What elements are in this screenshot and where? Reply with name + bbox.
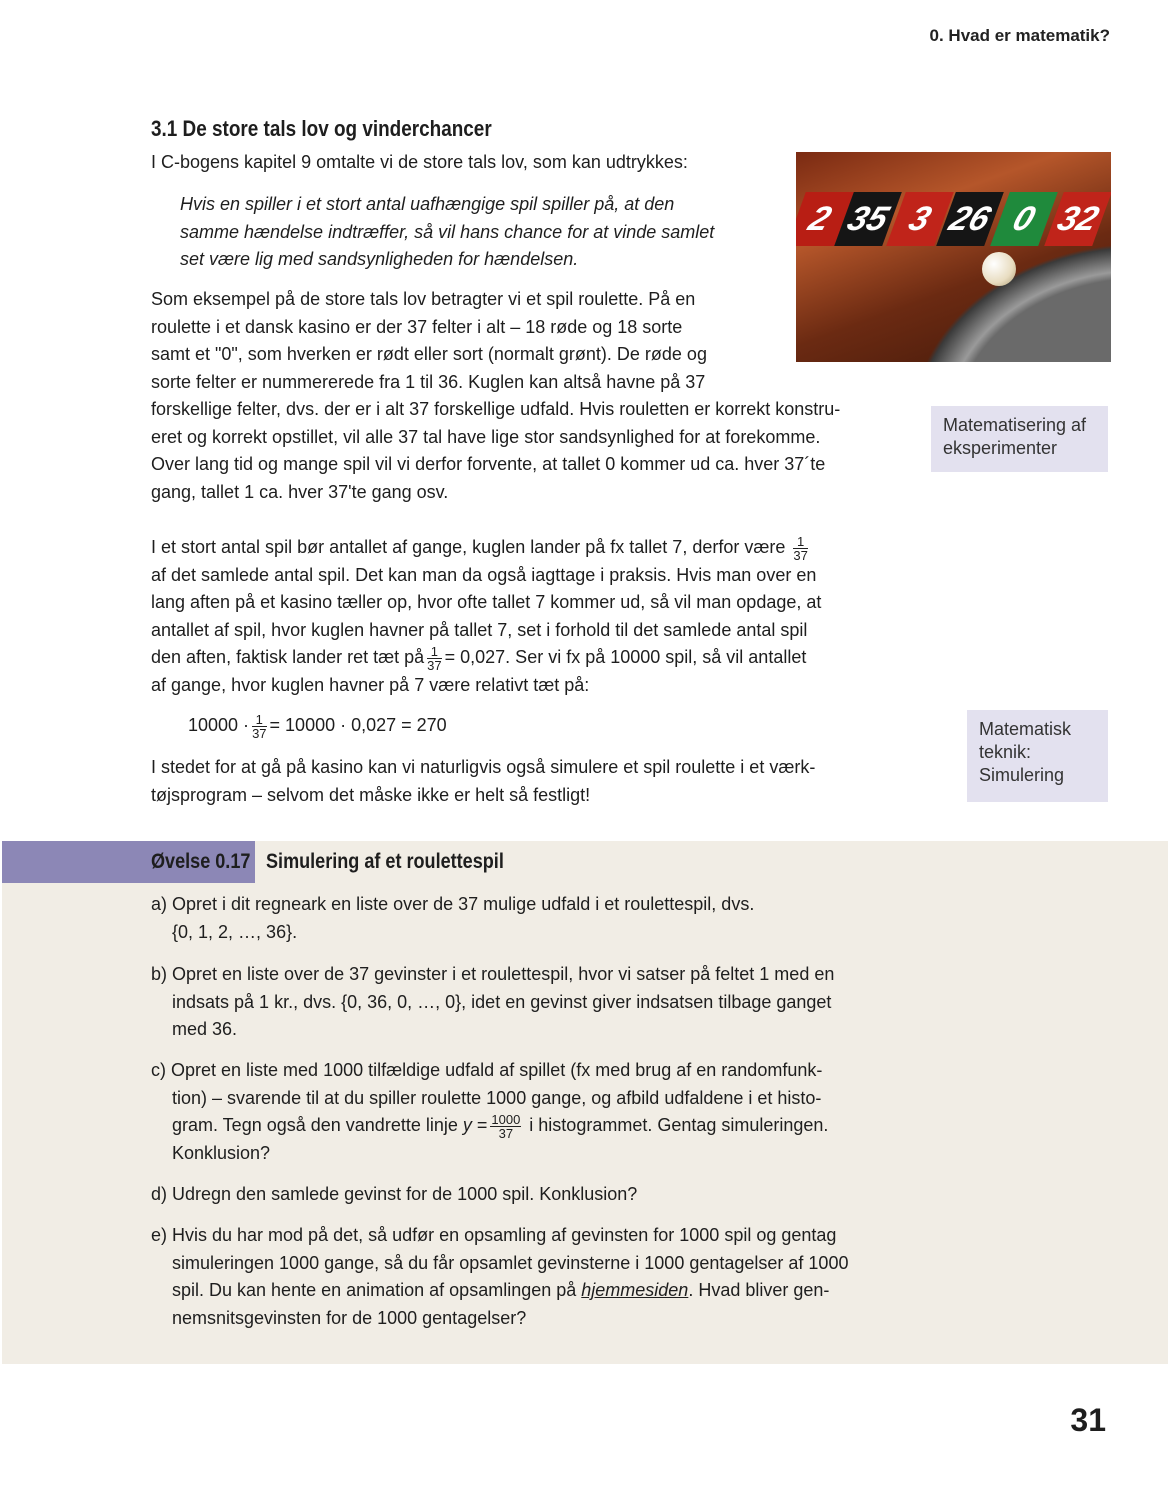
text-line: Over lang tid og mange spil vil vi derfor forvente, at tallet 0 kommer ud ca. hver 37´te (151, 454, 826, 474)
text-line: samt et "0", som hverken er rødt eller sort (normalt grønt). De røde og (151, 344, 707, 364)
text-line: af det samlede antal spil. Det kan man da også iagttage i praksis. Hvis man over en (151, 564, 817, 585)
fraction-denominator: 37 (427, 657, 442, 673)
exercise-item-e (151, 1222, 848, 1332)
fraction (490, 1113, 521, 1140)
margin-note-mathematization: Matematisering af eksperimenter (931, 406, 1108, 472)
exercise-item-b (151, 961, 834, 1044)
text-line (151, 1277, 848, 1305)
text-line: antallet af spil, hvor kuglen havner på tallet 7, set i forhold til det samlede antal spil (151, 619, 808, 640)
text-line: b) Opret en liste over de 37 gevinster i et roulettespil, hvor vi satser på feltet 1 med en (151, 964, 835, 984)
text-line: gang, tallet 1 ca. hver 37'te gang osv. (151, 481, 449, 502)
text-segment: i histogrammet. Gentag simuleringen. (524, 1115, 829, 1135)
text-line: a) Opret i dit regneark en liste over de 37 mulige udfald i et roulettespil, dvs. (151, 894, 755, 914)
text-line: eret og korrekt opstillet, vil alle 37 tal have lige stor sandsynlighed for at forekomme. (151, 426, 821, 447)
text-line: d) Udregn den samlede gevinst for de 1000 spil. Konklusion? (151, 1184, 638, 1204)
fraction-numerator: 1000 (491, 1111, 521, 1127)
exercise-title: Simulering af et roulettespil (266, 850, 504, 873)
text-line: forskellige felter, dvs. der er i alt 37 forskellige udfald. Hvis rouletten er korrekt konstru- (151, 399, 841, 419)
text-segment: I et stort antal spil bør antallet af gange, kuglen lander på fx tallet 7, derfor være (151, 537, 791, 557)
text-line: simuleringen 1000 gange, så du får opsamlet gevinsterne i 1000 gentagelser af 1000 (172, 1252, 849, 1273)
text-line: I stedet for at gå på kasino kan vi naturligvis også simulere et spil roulette i et værk- (151, 757, 816, 777)
text-line (151, 644, 821, 672)
text-segment: . Hvad bliver gen- (688, 1280, 830, 1300)
text-line: c) Opret en liste med 1000 tilfældige udfald af spillet (fx med brug af en randomfunk- (151, 1060, 823, 1080)
fraction-denominator: 37 (252, 725, 267, 741)
text-line: set være lig med sandsynligheden for hændelsen. (180, 249, 579, 269)
fraction (793, 535, 807, 562)
intro-paragraph (151, 149, 688, 177)
text-segment: = (471, 1115, 488, 1135)
roulette-photo (796, 152, 1111, 362)
running-header: 0. Hvad er matematik? (929, 26, 1110, 45)
homepage-link[interactable]: hjemmesiden (581, 1280, 689, 1300)
pocket: 26 (936, 192, 1004, 246)
roulette-ball (982, 252, 1016, 286)
simulation-paragraph (151, 754, 815, 809)
fraction-numerator: 1 (252, 713, 266, 727)
pocket: 35 (834, 192, 902, 246)
text-line: {0, 1, 2, …, 36}. (172, 921, 298, 942)
fraction-numerator: 1 (427, 645, 441, 659)
text-line: samme hændelse indtræffer, så vil hans chance for at vinde samlet (180, 221, 715, 242)
text-line: af gange, hvor kuglen havner på 7 være relativt tæt på: (151, 674, 590, 695)
exercise-item-a (151, 891, 754, 946)
text-line: nemsnitsgevinsten for de 1000 gentagelser? (172, 1307, 527, 1328)
roulette-paragraph (151, 286, 840, 506)
pocket: 0 (990, 192, 1058, 246)
margin-note-simulation: Matematisk teknik: Simulering (967, 710, 1108, 802)
text-line: sorte felter er nummererede fra 1 til 36. Kuglen kan altså havne på 37 (151, 371, 706, 392)
text-line: med 36. (172, 1019, 238, 1039)
pocket: 32 (1044, 192, 1111, 246)
exercise-item-d (151, 1181, 637, 1209)
text-line: Konklusion? (172, 1142, 271, 1163)
text-line: I C-bogens kapitel 9 omtalte vi de store tals lov, som kan udtrykkes: (151, 152, 688, 172)
math-variable: y (462, 1115, 472, 1135)
fraction-denominator: 37 (793, 547, 808, 563)
probability-paragraph (151, 534, 821, 699)
section-title: 3.1 De store tals lov og vinderchancer (151, 116, 492, 141)
text-line: tøjsprogram – selvom det måske ikke er helt så festligt! (151, 784, 591, 805)
text-line (151, 534, 821, 562)
text-line (188, 712, 447, 740)
text-line: tion) – svarende til at du spiller roulette 1000 gange, og afbild udfaldene i et histo- (172, 1087, 822, 1108)
fraction-numerator: 1 (793, 535, 807, 549)
text-line: roulette i et dansk kasino er der 37 felter i alt – 18 røde og 18 sorte (151, 316, 683, 337)
law-quote (180, 191, 714, 274)
text-segment: gram. Tegn også den vandrette linje (172, 1115, 463, 1135)
fraction (252, 713, 266, 740)
text-segment: = 10000 · 0,027 = 270 (269, 715, 447, 735)
text-segment: den aften, faktisk lander ret tæt på (151, 647, 425, 667)
text-line: e) Hvis du har mod på det, så udfør en opsamling af gevinsten for 1000 spil og gentag (151, 1225, 837, 1245)
text-line: indsats på 1 kr., dvs. {0, 36, 0, …, 0}, idet en gevinst giver indsatsen tilbage ganget (172, 991, 832, 1012)
equation (188, 712, 447, 740)
pocket: 3 (886, 192, 954, 246)
exercise-item-c (151, 1057, 828, 1167)
exercise-label: Øvelse 0.17 (151, 850, 251, 873)
text-line: Som eksempel på de store tals lov betragter vi et spil roulette. På en (151, 289, 696, 309)
text-line: Hvis en spiller i et stort antal uafhængige spil spiller på, at den (180, 194, 675, 214)
fraction-denominator: 37 (498, 1125, 514, 1141)
pocket: 2 (796, 192, 854, 246)
page-number: 31 (1070, 1402, 1106, 1438)
text-line: lang aften på et kasino tæller op, hvor ofte tallet 7 kommer ud, så vil man opdage, at (151, 592, 822, 612)
fraction (427, 645, 441, 672)
text-segment: spil. Du kan hente en animation af opsamlingen på (172, 1280, 582, 1300)
text-segment: = 0,027. Ser vi fx på 10000 spil, så vil antallet (444, 647, 807, 667)
text-line (151, 1112, 828, 1140)
text-segment: 10000 · (188, 715, 250, 735)
